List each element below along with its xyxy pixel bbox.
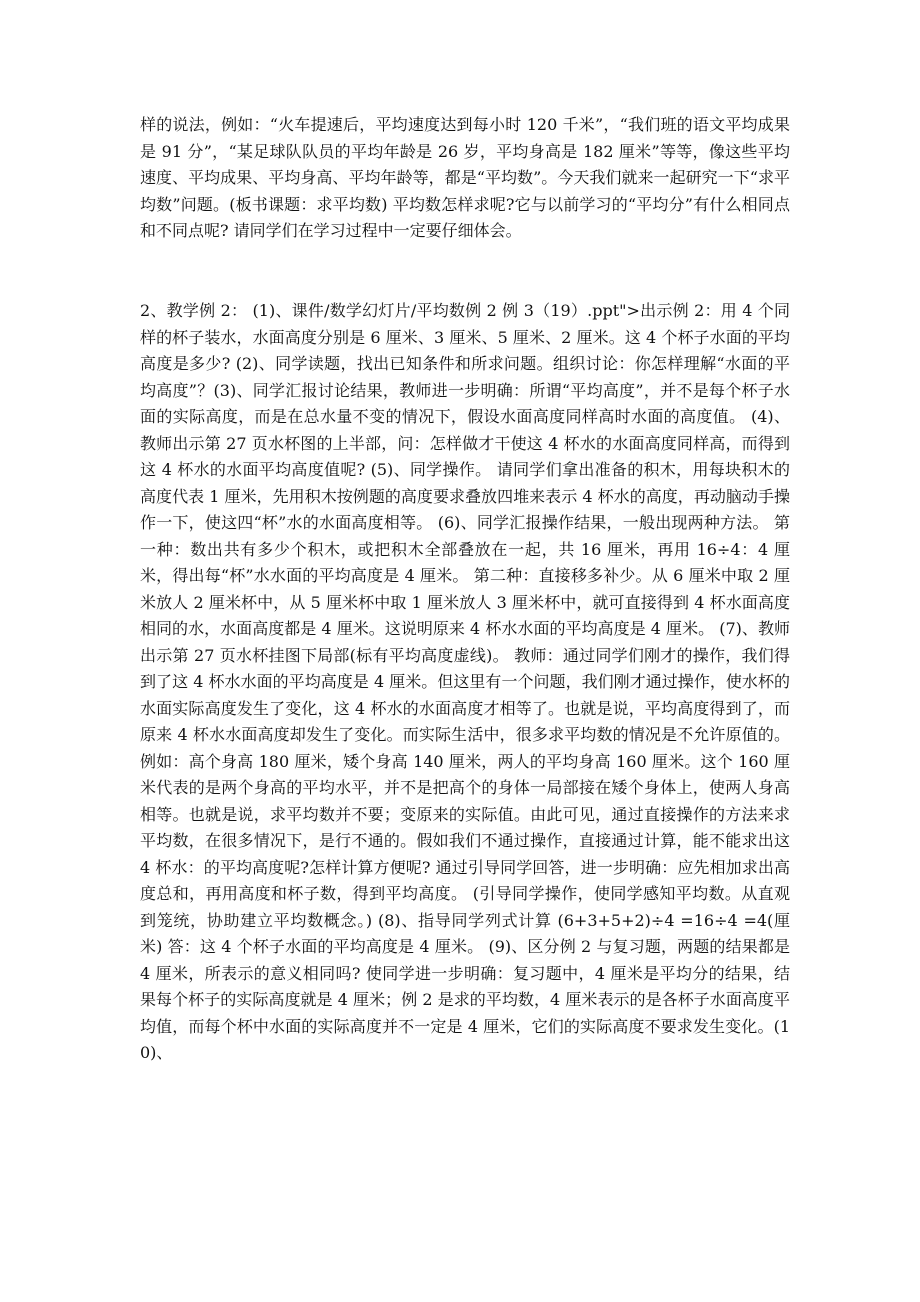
paragraph-intro: 样的说法，例如：“火车提速后，平均速度达到每小时 120 千米”，“我们班的语文平均成果是 91 分”，“某足球队队员的平均年龄是 26 岁，平均身高是 182 厘米”等等，像这些平均速度、平均成果、平均身高、平均年龄等，都是“平均数”。今天我们就来一起研究一下“求平均数”问题。(板书课题：求平均数) 平均数怎样求呢?它与以前学习的“平均分”有什么相同点和不同点呢? 请同学们在学习过程中一定要仔细体会。: [140, 115, 790, 240]
paragraph-example-2: 2、教学例 2： (1)、课件/数学幻灯片/平均数例 2 例 3（19）.ppt">出示例 2：用 4 个同样的杯子装水，水面高度分别是 6 厘米、3 厘米、5 厘米、2 厘米。这 4 个杯子水面的平均高度是多少? (2)、同学读题，找出已知条件和所求问题。组织讨论：你怎样理解“水面的平均高度”？(3)、同学汇报讨论结果，教师进一步明确：所谓“平均高度”，并不是每个杯子水面的实际高度，而是在总水量不变的情况下，假设水面高度同样高时水面的高度值。 (4)、教师出示第 27 页水杯图的上半部，问：怎样做才干使这 4 杯水的水面高度同样高，而得到这 4 杯水的水面平均高度值呢? (5)、同学操作。 请同学们拿出准备的积木，用每块积木的高度代表 1 厘米，先用积木按例题的高度要求叠放四堆来表示 4 杯水的高度，再动脑动手操作一下，使这四“杯”水的水面高度相等。 (6)、同学汇报操作结果，一般出现两种方法。 第一种：数出共有多少个积木，或把积木全部叠放在一起，共 16 厘米，再用 16÷4：4 厘米，得出每“杯”水水面的平均高度是 4 厘米。 第二种：直接移多补少。从 6 厘米中取 2 厘米放人 2 厘米杯中，从 5 厘米杯中取 1 厘米放人 3 厘米杯中，就可直接得到 4 杯水面高度相同的水，水面高度都是 4 厘米。这说明原来 4 杯水水面的平均高度是 4 厘米。 (7)、教师出示第 27 页水杯挂图下局部(标有平均高度虚线)。 教师：通过同学们刚才的操作，我们得到了这 4 杯水水面的平均高度是 4 厘米。但这里有一个问题，我们刚才通过操作，使水杯的水面实际高度发生了变化，这 4 杯水的水面高度才相等了。也就是说，平均高度得到了，而原来 4 杯水水面高度却发生了变化。而实际生活中，很多求平均数的情况是不允许原值的。例如：高个身高 180 厘米，矮个身高 140 厘米，两人的平均身高 160 厘米。这个 160 厘米代表的是两个身高的平均水平，并不是把高个的身体一局部接在矮个身体上，使两人身高相等。也就是说，求平均数并不要；变原来的实际值。由此可见，通过直接操作的方法来求平均数，在很多情况下，是行不通的。假如我们不通过操作，直接通过计算，能不能求出这 4 杯水：的平均高度呢?怎样计算方便呢? 通过引导同学回答，进一步明确：应先相加求出高度总和，再用高度和杯子数，得到平均高度。 (引导同学操作，使同学感知平均数。从直观到笼统，协助建立平均数概念。) (8)、指导同学列式计算 (6+3+5+2)÷4 =16÷4 =4(厘米) 答：这 4 个杯子水面的平均高度是 4 厘米。 (9)、区分例 2 与复习题，两题的结果都是 4 厘米，所表示的意义相同吗? 使同学进一步明确：复习题中，4 厘米是平均分的结果，结果每个杯子的实际高度就是 4 厘米；例 2 是求的平均数，4 厘米表示的是各杯子水面高度平均值，而每个杯中水面的实际高度并不一定是 4 厘米，它们的实际高度不要求发生变化。(10)、: [140, 301, 790, 1062]
